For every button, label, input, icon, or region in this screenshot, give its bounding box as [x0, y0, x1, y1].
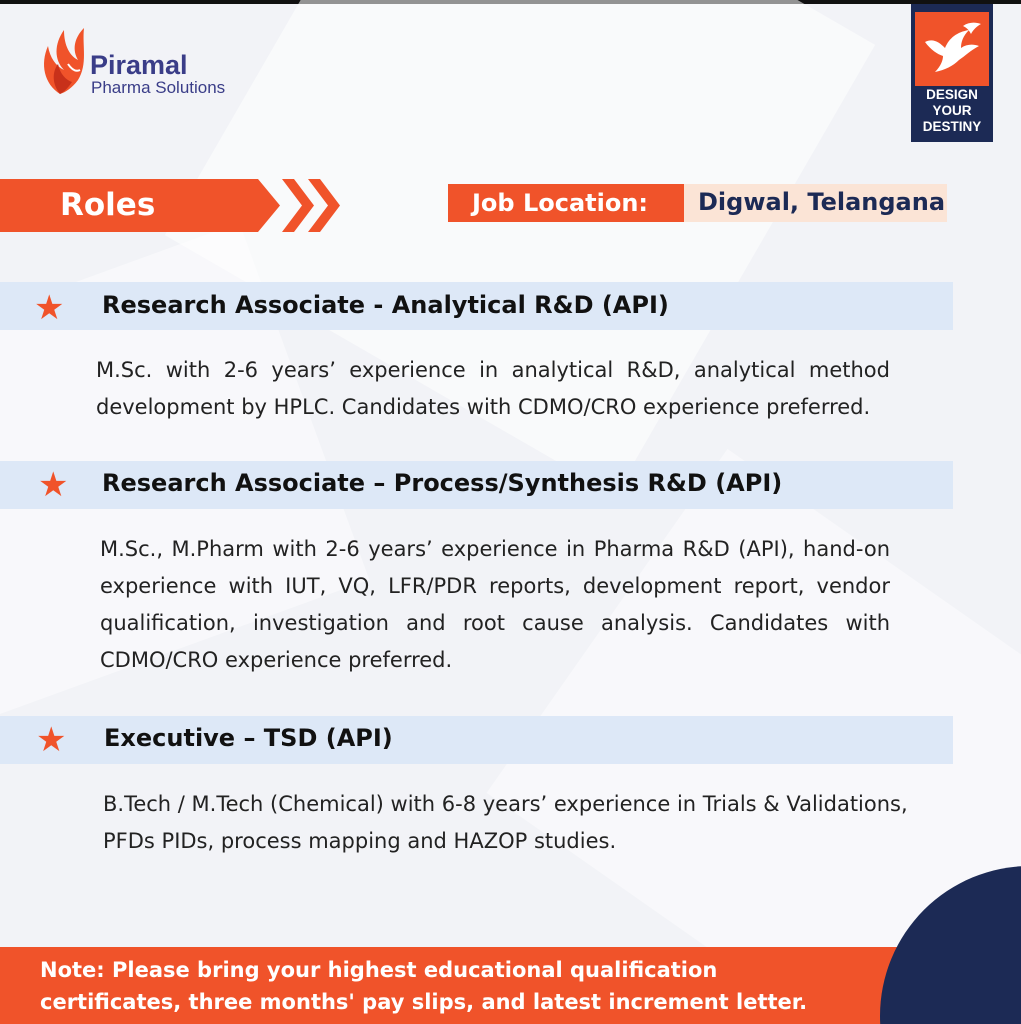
role-description: B.Tech / M.Tech (Chemical) with 6-8 years’ experience in Trials & Validations, PFDs PIDs, process mapping and HAZOP studies. — [103, 792, 908, 853]
brand-tagline: Pharma Solutions — [91, 78, 226, 97]
note-text: Note: Please bring your highest educational qualification certificates, three months' pay slips, and latest increment letter. — [40, 958, 808, 1014]
star-icon: ★ — [36, 720, 67, 760]
location-label: Job Location: — [472, 189, 649, 217]
role-title: Executive – TSD (API) — [104, 724, 393, 752]
section-label: Roles — [60, 187, 156, 223]
design-your-destiny-badge — [911, 4, 993, 142]
badge-logo — [915, 12, 989, 86]
star-icon: ★ — [38, 465, 69, 505]
bird-icon — [915, 12, 989, 86]
role-description: M.Sc., M.Pharm with 2-6 years’ experience in Pharma R&D (API), hand-on experience with IUT, VQ, LFR/PDR reports, development report, vendor qualification, investigation and root cause analysis. Candidates with CDMO/CRO experience preferred. — [100, 537, 890, 672]
role-title: Research Associate – Process/Synthesis R&D (API) — [102, 469, 783, 497]
star-icon: ★ — [34, 288, 65, 328]
location-label-box — [448, 184, 684, 222]
brand-name: Piramal — [90, 50, 188, 80]
flame-swirl-icon — [38, 24, 90, 100]
role-title: Research Associate - Analytical R&D (API) — [102, 291, 669, 319]
location-value-box — [684, 184, 947, 222]
location-value: Digwal, Telangana — [698, 188, 946, 216]
badge-text: DESIGN YOUR DESTINY — [922, 87, 982, 134]
role-description: M.Sc. with 2-6 years’ experience in analytical R&D, analytical method development by HPLC. Candidates with CDMO/CRO experience preferred. — [96, 358, 890, 419]
piramal-logo — [38, 24, 268, 100]
